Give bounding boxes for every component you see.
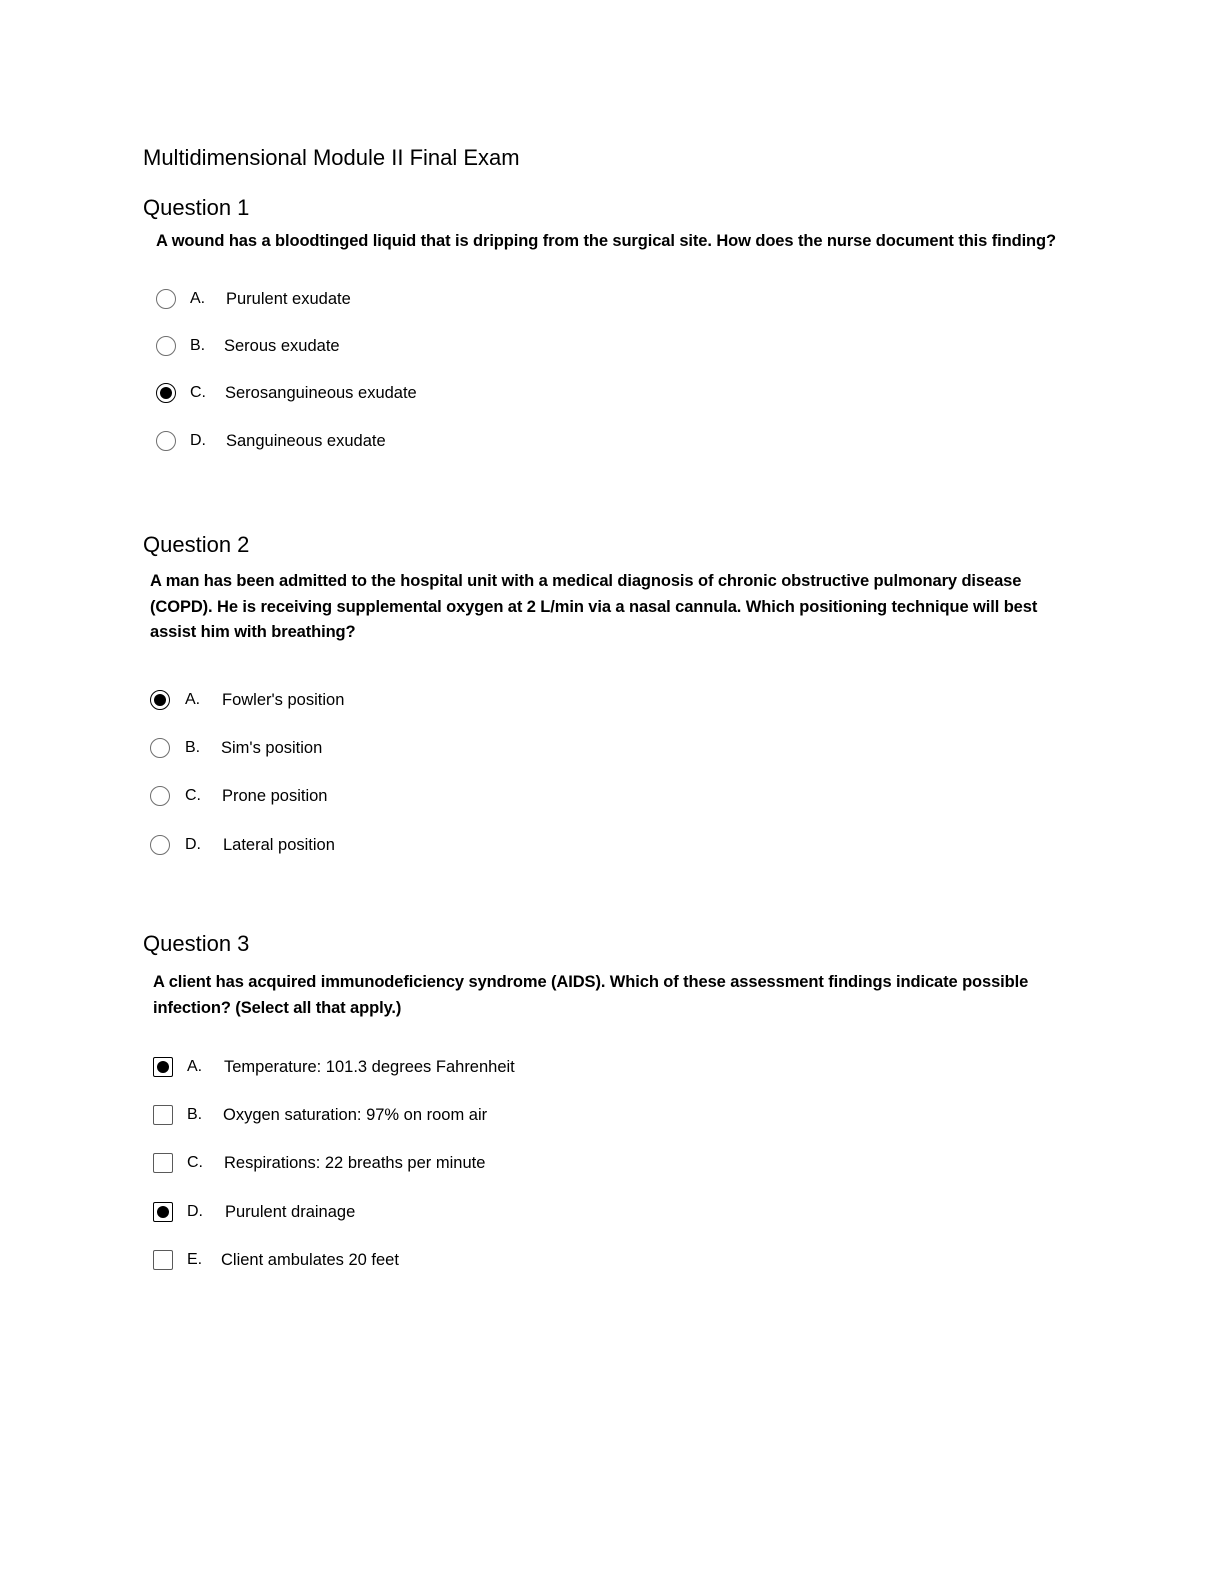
option-letter: C. xyxy=(187,1154,203,1171)
option-label: Oxygen saturation: 97% on room air xyxy=(223,1106,488,1124)
radio-button[interactable] xyxy=(156,336,176,356)
radio-button[interactable] xyxy=(156,431,176,451)
option-letter: D. xyxy=(190,432,206,449)
option-label: Sim's position xyxy=(221,739,323,757)
option-letter: A. xyxy=(190,290,206,307)
option-label: Sanguineous exudate xyxy=(226,432,386,450)
option-letter: B. xyxy=(190,337,206,354)
question-heading: Question 1 xyxy=(143,195,250,220)
option-letter: A. xyxy=(187,1058,203,1075)
option-label: Client ambulates 20 feet xyxy=(221,1251,399,1269)
option-label: Purulent drainage xyxy=(225,1203,356,1221)
radio-button[interactable] xyxy=(156,289,176,309)
option-letter: B. xyxy=(187,1106,203,1123)
radio-button[interactable] xyxy=(150,835,170,855)
radio-button[interactable] xyxy=(150,786,170,806)
radio-button[interactable] xyxy=(150,738,170,758)
option-letter: B. xyxy=(185,739,201,756)
option-letter: E. xyxy=(187,1251,203,1268)
checkbox[interactable] xyxy=(153,1105,173,1125)
radio-button[interactable] xyxy=(156,383,176,403)
option-label: Temperature: 101.3 degrees Fahrenheit xyxy=(224,1058,515,1076)
checkbox[interactable] xyxy=(153,1202,173,1222)
option-label: Serosanguineous exudate xyxy=(225,384,417,402)
question-prompt: A man has been admitted to the hospital unit with a medical diagnosis of chronic obstructive pulmonary disease (COPD). He is receiving supplemental oxygen at 2 L/min via a nasal cannula. Which positioning technique will best assist him with breathing? xyxy=(150,572,1038,641)
question-prompt: A wound has a bloodtinged liquid that is dripping from the surgical site. How does the nurse document this finding? xyxy=(156,232,1056,250)
option-label: Serous exudate xyxy=(224,337,340,355)
question-heading: Question 3 xyxy=(143,931,250,956)
question-prompt: A client has acquired immunodeficiency syndrome (AIDS). Which of these assessment findings indicate possible infection? (Select all that apply.) xyxy=(153,973,1029,1017)
document-title: Multidimensional Module II Final Exam xyxy=(143,145,520,170)
option-label: Respirations: 22 breaths per minute xyxy=(224,1154,486,1172)
option-letter: A. xyxy=(185,691,201,708)
option-label: Fowler's position xyxy=(222,691,345,709)
option-letter: C. xyxy=(185,787,201,804)
question-heading: Question 2 xyxy=(143,532,250,557)
checkbox[interactable] xyxy=(153,1057,173,1077)
option-letter: C. xyxy=(190,384,206,401)
radio-button[interactable] xyxy=(150,690,170,710)
option-letter: D. xyxy=(187,1203,203,1220)
option-label: Purulent exudate xyxy=(226,290,351,308)
option-label: Lateral position xyxy=(223,836,335,854)
option-letter: D. xyxy=(185,836,201,853)
option-label: Prone position xyxy=(222,787,328,805)
checkbox[interactable] xyxy=(153,1153,173,1173)
checkbox[interactable] xyxy=(153,1250,173,1270)
